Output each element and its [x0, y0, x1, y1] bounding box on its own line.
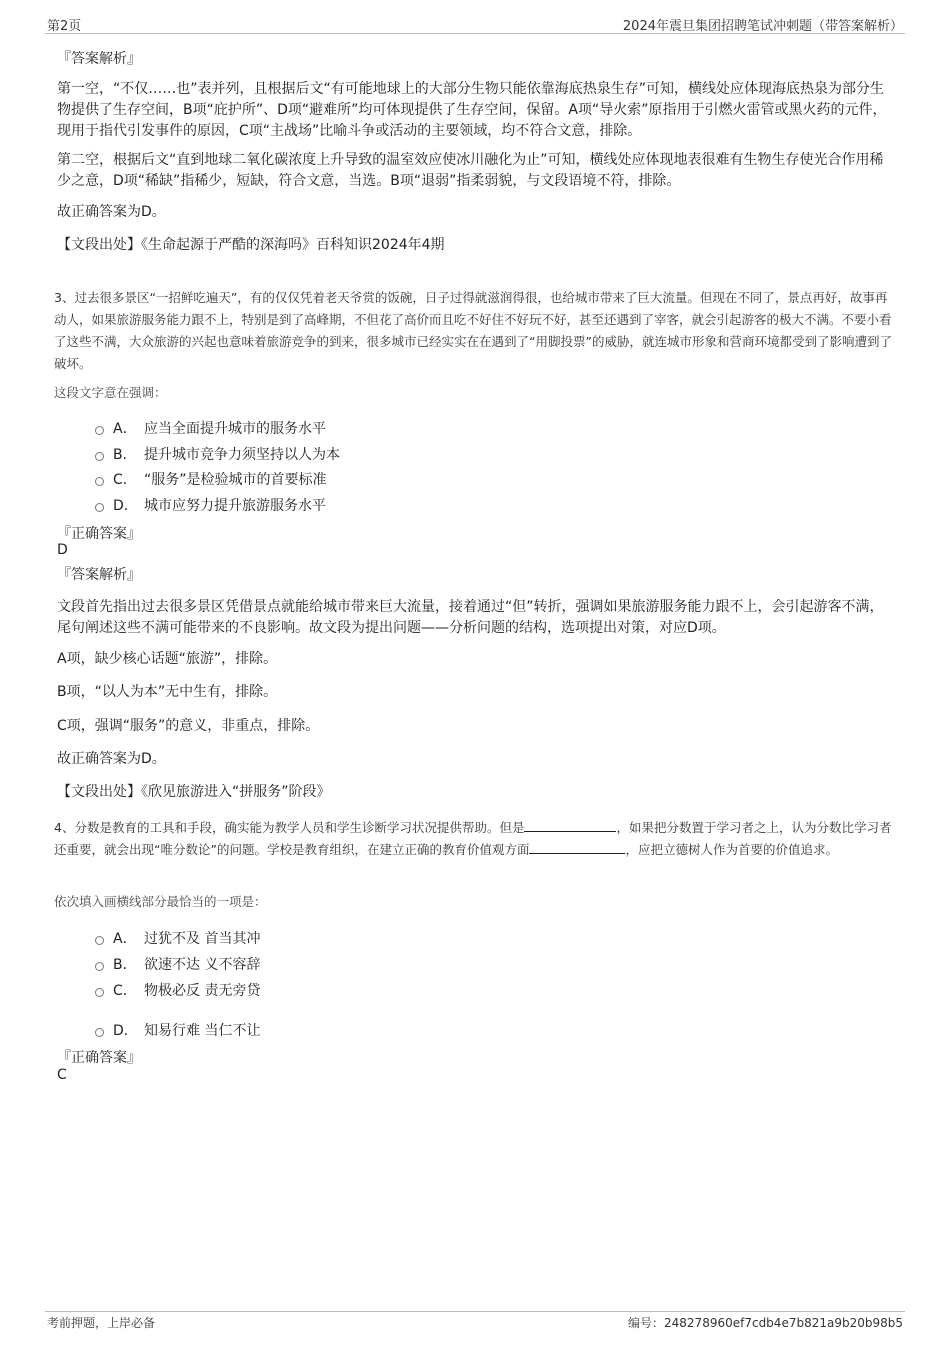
- footer-slogan: 考前押题，上岸必备: [47, 1316, 156, 1330]
- radio-button-icon[interactable]: [95, 988, 104, 997]
- radio-button-icon[interactable]: [95, 962, 104, 971]
- analysis-option-c: C项，强调“服务”的意义，非重点，排除。: [57, 718, 320, 734]
- analysis-paragraph-1: 第一空，“不仅……也”表并列，且根据后文“有可能地球上的大部分生物只能依靠海底热泉生存”可知，横线处应体现海底热泉为部分生物提供了生存空间，B项“庇护所”、D项“避难所”均可体现提供了生存空间，保留。A项“导火索”原指用于引燃火雷管或黑火药的元件，现用于指代引发事件的原因，C项“主战场”比喻斗争或活动的主要领域，均不符合文意，排除。: [57, 81, 887, 139]
- correct-answer-label: 『正确答案』: [57, 526, 141, 542]
- question-4-prompt: 依次填入画横线部分最恰当的一项是：: [54, 894, 267, 909]
- header-divider: [45, 33, 905, 34]
- q4-option-d[interactable]: [95, 1020, 260, 1040]
- radio-button-icon[interactable]: [95, 503, 104, 512]
- page-number: 第2页: [47, 19, 82, 34]
- option-text: 知易行难 当仁不让: [144, 1023, 261, 1039]
- option-letter: A．: [113, 931, 137, 947]
- option-letter: C．: [113, 983, 137, 999]
- analysis-label: 『答案解析』: [57, 567, 141, 583]
- conclusion: 故正确答案为D。: [57, 204, 166, 220]
- fill-blank-1[interactable]: [524, 819, 616, 832]
- option-text: 提升城市竞争力须坚持以人为本: [144, 447, 340, 463]
- option-text: 欲速不达 义不容辞: [144, 957, 261, 973]
- radio-button-icon[interactable]: [95, 1028, 104, 1037]
- correct-answer-label: 『正确答案』: [57, 1050, 141, 1066]
- question-4-text-part-2: ，如果把分数置于学习者之上，认为分数比学习者还重要，就会出现“唯分数论”的问题。学校是教育组织，在建立正确的教育价值观方面: [54, 820, 892, 857]
- radio-button-icon[interactable]: [95, 452, 104, 461]
- option-letter: B．: [113, 447, 137, 463]
- footer-divider: [45, 1311, 905, 1312]
- analysis-option-b: B项，“以人为本”无中生有，排除。: [57, 684, 278, 700]
- analysis-label: 『答案解析』: [57, 51, 141, 67]
- option-text: 过犹不及 首当其冲: [144, 931, 261, 947]
- option-letter: D．: [113, 498, 138, 514]
- option-text: 应当全面提升城市的服务水平: [144, 421, 326, 437]
- q3-option-a[interactable]: [95, 418, 326, 438]
- source-citation: 【文段出处】《生命起源于严酷的深海吗》百科知识2024年4期: [57, 237, 445, 253]
- q3-option-b[interactable]: [95, 444, 340, 464]
- correct-answer: C: [57, 1067, 67, 1083]
- correct-answer: D: [57, 542, 68, 558]
- document-code: 编号：248278960ef7cdb4e7b821a9b20b98b5: [628, 1316, 903, 1330]
- document-title: 2024年震旦集团招聘笔试冲刺题（带答案解析）: [622, 19, 903, 34]
- question-3-text: 3、过去很多景区“一招鲜吃遍天”，有的仅仅凭着老天爷赏的饭碗，日子过得就滋润得很，也给城市带来了巨大流量。但现在不同了，景点再好，故事再动人，如果旅游服务能力跟不上，特别是到了高峰期，不但花了高价而且吃不好住不好玩不好，甚至还遇到了宰客，就会引起游客的极大不满。不要小看了这些不满，大众旅游的兴起也意味着旅游竞争的到来，很多城市已经实实在在遇到了“用脚投票”的威胁，就连城市形象和营商环境都受到了影响遭到了破坏。: [54, 290, 892, 371]
- conclusion: 故正确答案为D。: [57, 751, 166, 767]
- option-letter: D．: [113, 1023, 138, 1039]
- analysis-option-a: A项，缺少核心话题“旅游”，排除。: [57, 651, 278, 667]
- question-4-text-part-1: 4、分数是教育的工具和手段，确实能为教学人员和学生诊断学习状况提供帮助。但是: [54, 820, 525, 835]
- source-citation: 【文段出处】《欣见旅游进入“拼服务”阶段》: [57, 784, 331, 800]
- option-text: 物极必反 责无旁贷: [144, 983, 261, 999]
- question-4-text: [54, 817, 899, 861]
- option-letter: B．: [113, 957, 137, 973]
- option-text: “服务”是检验城市的首要标准: [144, 472, 327, 488]
- radio-button-icon[interactable]: [95, 477, 104, 486]
- analysis-paragraph: 文段首先指出过去很多景区凭借景点就能给城市带来巨大流量，接着通过“但”转折，强调如果旅游服务能力跟不上，会引起游客不满，尾句阐述这些不满可能带来的不良影响。故文段为提出问题——分析问题的结构，选项提出对策，对应D项。: [57, 599, 884, 636]
- radio-button-icon[interactable]: [95, 426, 104, 435]
- q4-option-b[interactable]: [95, 954, 260, 974]
- option-letter: C．: [113, 472, 137, 488]
- question-3-prompt: 这段文字意在强调：: [54, 385, 167, 400]
- q4-option-a[interactable]: [95, 928, 260, 948]
- question-4-text-part-3: ，应把立德树人作为首要的价值追求。: [625, 842, 838, 857]
- fill-blank-2[interactable]: [529, 841, 625, 854]
- q3-option-d[interactable]: [95, 495, 326, 515]
- q4-option-c[interactable]: [95, 980, 260, 1000]
- q3-option-c[interactable]: [95, 469, 327, 489]
- option-text: 城市应努力提升旅游服务水平: [144, 498, 326, 514]
- option-letter: A．: [113, 421, 137, 437]
- radio-button-icon[interactable]: [95, 936, 104, 945]
- analysis-paragraph-2: 第二空，根据后文“直到地球二氧化碳浓度上升导致的温室效应使冰川融化为止”可知，横线处应体现地表很难有生物生存使光合作用稀少之意，D项“稀缺”指稀少，短缺，符合文意，当选。B项“退弱”指柔弱貌，与文段语境不符，排除。: [57, 152, 884, 189]
